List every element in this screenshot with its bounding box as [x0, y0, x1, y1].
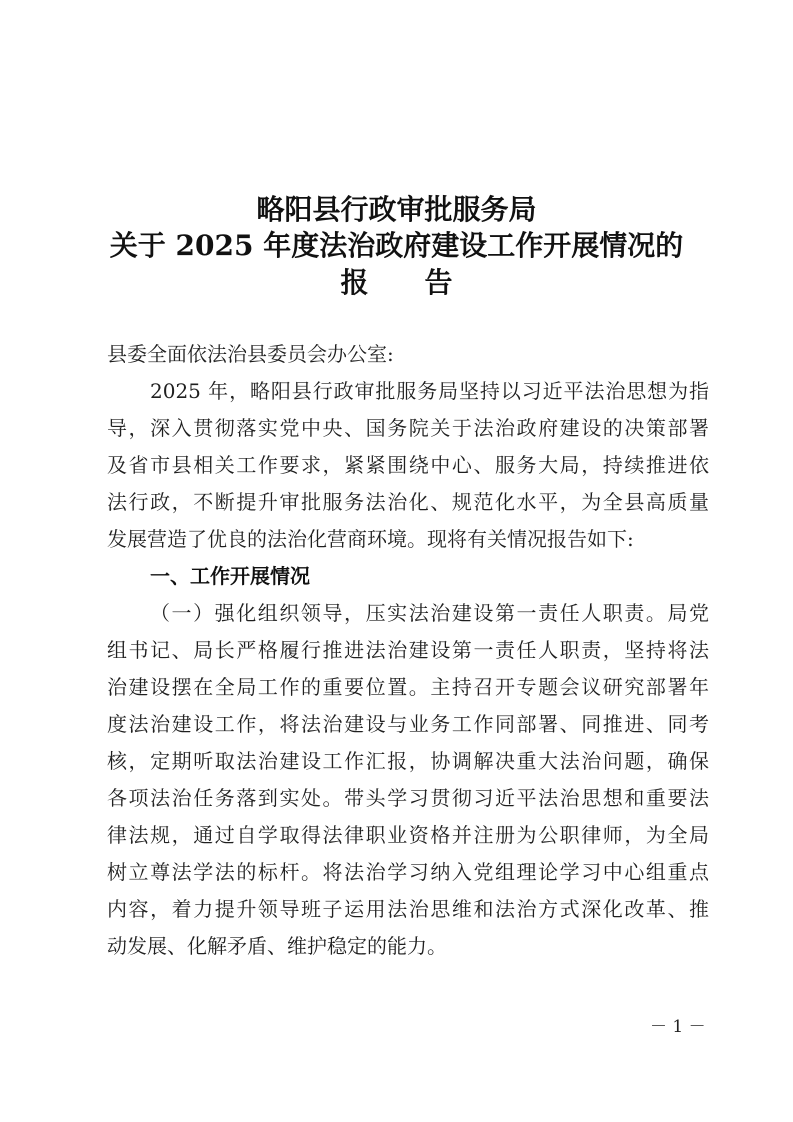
title-word-announce: 告	[424, 266, 453, 299]
paragraph-1-line: 导，深入贯彻落实党中央、国务院关于法治政府建设的决策部署	[107, 416, 709, 440]
paragraph-1-line: 法行政，不断提升审批服务法治化、规范化水平，为全县高质量	[107, 490, 709, 514]
paragraph-1-line: 发展营造了优良的法治化营商环境。现将有关情况报告如下:	[107, 527, 634, 551]
paragraph-2-line: 律法规，通过自学取得法律职业资格并注册为公职律师，为全局	[107, 823, 709, 847]
title-word-report: 报	[340, 266, 369, 299]
page-number: － 1 －	[650, 1017, 706, 1037]
paragraph-2-line: （一）强化组织领导，压实法治建设第一责任人职责。局党	[150, 601, 709, 625]
paragraph-2-line: 内容，着力提升领导班子运用法治思维和法治方式深化改革、推	[107, 897, 709, 921]
title-line-2: 关于 2025 年度法治政府建设工作开展情况的	[109, 229, 684, 262]
paragraph-2-line: 核，定期听取法治建设工作汇报，协调解决重大法治问题，确保	[107, 749, 709, 773]
paragraph-1-line: 2025 年，略阳县行政审批服务局坚持以习近平法治思想为指	[150, 379, 709, 403]
paragraph-2-line: 各项法治任务落到实处。带头学习贯彻习近平法治思想和重要法	[107, 786, 709, 810]
paragraph-2-line: 树立尊法学法的标杆。将法治学习纳入党组理论学习中心组重点	[107, 860, 709, 884]
paragraph-1-line: 及省市县相关工作要求，紧紧围绕中心、服务大局，持续推进依	[107, 453, 709, 477]
section-heading: 一、工作开展情况	[150, 564, 310, 588]
title-line-3	[0, 265, 793, 301]
paragraph-2-line: 治建设摆在全局工作的重要位置。主持召开专题会议研究部署年	[107, 675, 709, 699]
title-line-1: 略阳县行政审批服务局	[256, 193, 537, 226]
paragraph-2-line: 度法治建设工作，将法治建设与业务工作同部署、同推进、同考	[107, 712, 709, 736]
paragraph-2-line: 组书记、局长严格履行推进法治建设第一责任人职责，坚持将法	[107, 638, 709, 662]
salutation: 县委全面依法治县委员会办公室:	[107, 342, 394, 366]
paragraph-2-line: 动发展、化解矛盾、维护稳定的能力。	[107, 934, 447, 958]
